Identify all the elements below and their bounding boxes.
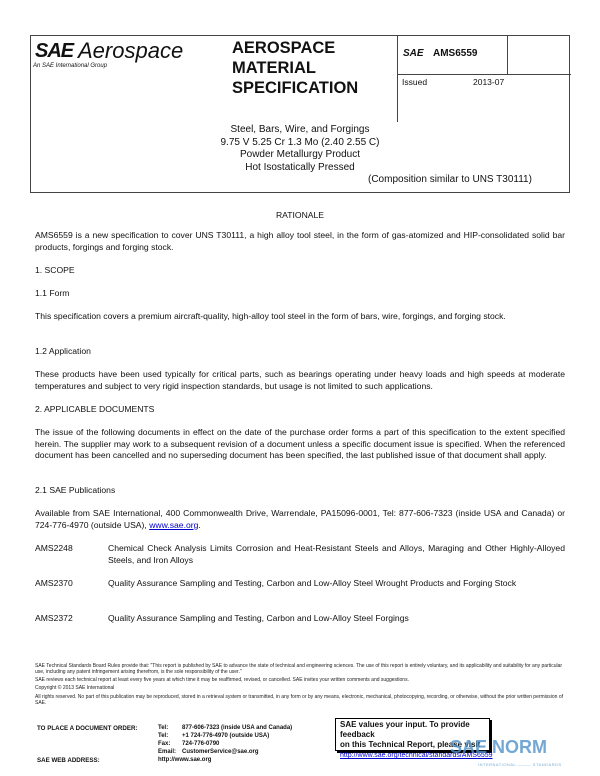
subject-block — [150, 124, 450, 174]
sae-logo: SAE — [35, 40, 74, 62]
contact-value: CustomerService@sae.org — [182, 749, 259, 755]
contact-value: 877-606-7323 (inside USA and Canada) — [182, 725, 293, 731]
issued-label: Issued — [402, 77, 428, 87]
sae-mini-logo: SAE — [403, 48, 424, 59]
ref-code: AMS2372 — [35, 613, 73, 623]
watermark-sub: INTERNATIONAL ——— STANDARDS — [478, 762, 562, 767]
contact-value: 724-776-0790 — [182, 741, 220, 747]
subject-line: Hot Isostatically Pressed — [245, 161, 355, 173]
ref-code: AMS2248 — [35, 543, 73, 553]
title-line: MATERIAL — [232, 59, 317, 77]
sae-website-link[interactable]: www.sae.org — [149, 519, 199, 530]
scope-heading: 1. SCOPE — [35, 265, 75, 275]
application-text: These products have been used typically for critical parts, such as bearings operating under heavy loads and high speeds at moderate temperatures and subject to very rigid inspection standards, but usage is not limited to such applications. — [35, 369, 565, 391]
fine-print-review: SAE reviews each technical report at least every five years at which time it may be reaffirmed, revised, or cancelled. SAE invites your written comments and suggestions. — [35, 677, 409, 683]
form-heading: 1.1 Form — [35, 288, 70, 298]
feedback-line: SAE values your input. To provide feedback — [340, 720, 470, 739]
ref-title: Quality Assurance Sampling and Testing, Carbon and Low-Alloy Steel Wrought Products and Forging Stock — [108, 578, 517, 588]
doc-number: AMS6559 — [433, 48, 478, 59]
ref-code: AMS2370 — [35, 578, 73, 588]
fine-print-rights: All rights reserved. No part of this publication may be reproduced, stored in a retrieval system or transmitted, in any form or by any means, electronic, mechanical, photocopying, recording, or otherwise, without the prior written permission of SAE. — [35, 694, 564, 707]
feedback-link[interactable]: http://www.sae.org/technical/standards/AMS6559 — [340, 752, 493, 759]
contact-value: +1 724-776-4970 (outside USA) — [182, 733, 270, 739]
order-label: TO PLACE A DOCUMENT ORDER: — [37, 725, 138, 732]
application-heading: 1.2 Application — [35, 346, 91, 356]
fine-print-rules: SAE Technical Standards Board Rules provide that: "This report is published by SAE to advance the state of technical and engineering sciences. The use of this report is entirely voluntary, and its applicability and suitability for any particular use, including any patent infringement arising therefrom, is the sole responsibility of the user." — [35, 663, 563, 676]
contact-key: Email: — [158, 749, 177, 755]
title-line: SPECIFICATION — [232, 79, 359, 97]
composition-note: (Composition similar to UNS T30111) — [368, 174, 532, 185]
contact-key: Tel: — [158, 725, 169, 731]
issued-date: 2013-07 — [473, 77, 505, 87]
aerospace-logo-text: Aerospace — [78, 38, 184, 63]
logo-tagline: An SAE International Group — [33, 63, 108, 69]
title-line: AEROSPACE — [232, 39, 336, 57]
doc-type-title — [232, 38, 358, 98]
sae-pubs-text: Available from SAE International, 400 Commonwealth Drive, Warrendale, PA15096-0001, Tel: 877-606-7323 (inside USA and Canada) or 724-776-4970 (outside USA), www.sae.org. — [35, 508, 565, 530]
feedback-line: on this Technical Report, please visit — [340, 740, 481, 749]
subject-line: 9.75 V 5.25 Cr 1.3 Mo (2.40 2.55 C) — [220, 136, 380, 148]
contact-key: Fax: — [158, 741, 171, 747]
applicable-docs-heading: 2. APPLICABLE DOCUMENTS — [35, 404, 155, 414]
subject-line: Steel, Bars, Wire, and Forgings — [230, 124, 370, 135]
rationale-text: AMS6559 is a new specification to cover UNS T30111, a high alloy tool steel, in the form of gas-atomized and HIP-consolidated solid bar products, forgings and forging stock. — [35, 230, 565, 252]
watermark-logo: SAE NORM — [450, 737, 548, 757]
doc-number-divider — [507, 35, 508, 75]
rationale-heading: RATIONALE — [275, 210, 325, 220]
sae-pubs-heading: 2.1 SAE Publications — [35, 485, 116, 495]
fine-print-copyright: Copyright © 2013 SAE International — [35, 685, 115, 691]
contact-key: Tel: — [158, 733, 169, 739]
ref-title: Chemical Check Analysis Limits Corrosion and Heat-Resistant Steels and Alloys, Maraging and Other Highly-Alloyed Steels, and Iron Alloys — [108, 543, 565, 565]
ref-title: Quality Assurance Sampling and Testing, Carbon and Low-Alloy Steel Forgings — [108, 613, 409, 623]
web-label: SAE WEB ADDRESS: — [37, 757, 100, 764]
applicable-docs-text: The issue of the following documents in effect on the date of the purchase order forms a part of this specification to the extent specified herein. The supplier may work to a subsequent revision of a document unless a specific document issue is specified. When the referenced document has been cancelled and no superseding document has been specified, the last published issue of that document shall apply. — [35, 427, 565, 461]
sae-pubs-body: Available from SAE International, 400 Commonwealth Drive, Warrendale, PA15096-0001, Tel: 877-606-7323 (inside USA and Canada) or 724-776-4970 (outside USA), — [35, 508, 565, 530]
web-value[interactable]: http://www.sae.org — [158, 757, 212, 763]
subject-line: Powder Metallurgy Product — [239, 149, 361, 160]
form-text: This specification covers a premium aircraft-quality, high-alloy tool steel in the form of bars, wire, forgings, and forging stock. — [35, 311, 506, 321]
